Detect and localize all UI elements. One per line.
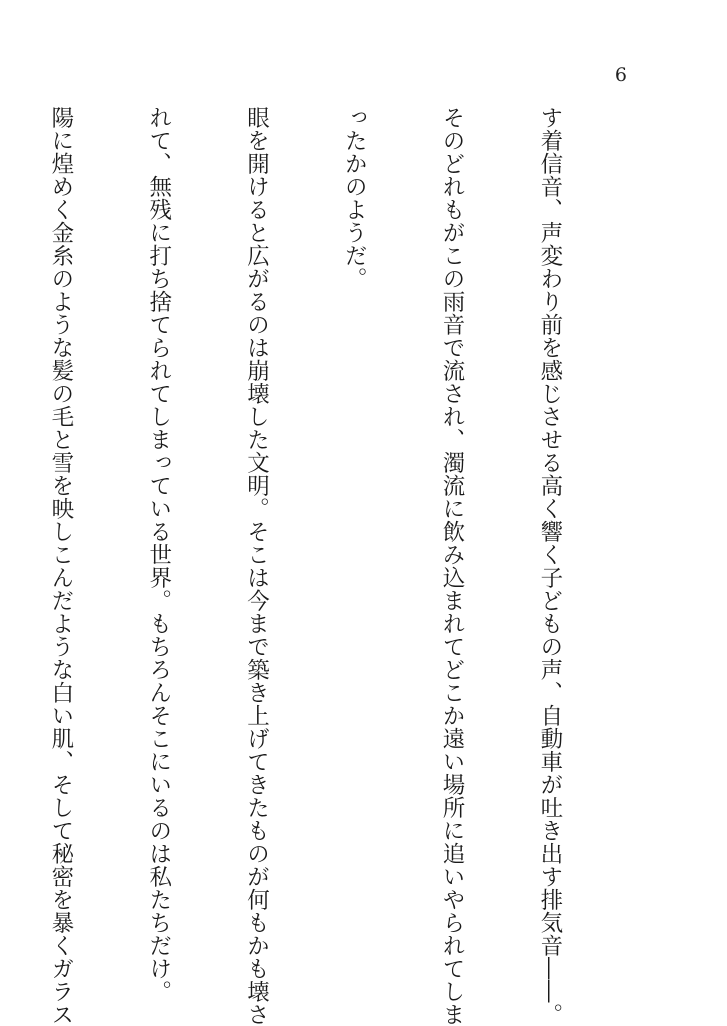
text-line: そのどれもがこの雨音で流され、濁流に飲み込まれてどこか遠い場所に追いやられてしま: [439, 106, 466, 1026]
text-line: ったかのようだ。: [341, 106, 368, 290]
text-line: す着信音、声変わり前を感じさせる高く響く子どもの声、自動車が吐き出す排気音――。: [536, 106, 563, 1026]
text-line: れて、無残に打ち捨てられてしまっている世界。もちろんそこにいるのは私たちだけ。: [145, 106, 172, 1003]
text-line: 眼を開けると広がるのは崩壊した文明。そこは今まで築き上げてきたものが何もかも壊さ: [243, 106, 270, 1026]
vertical-text-body: [0, 106, 631, 1026]
text-line: 陽に煌めく金糸のような髪の毛と雪を映しこんだような白い肌、そして秘密を暴くガラス: [47, 106, 74, 1026]
page-number: 6: [614, 64, 627, 86]
